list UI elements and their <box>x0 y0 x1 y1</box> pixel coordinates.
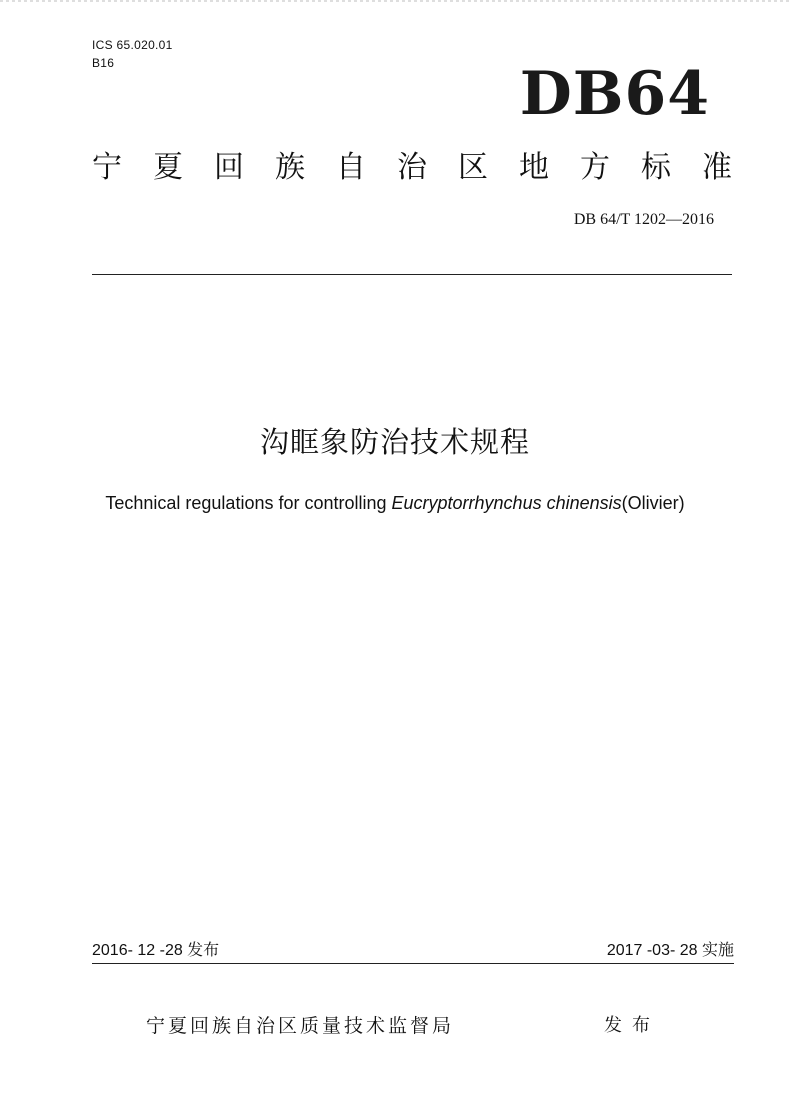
standard-title-char: 地 <box>519 150 549 185</box>
standard-title-char: 族 <box>275 150 305 185</box>
title-en-prefix: Technical regulations for controlling <box>105 493 392 513</box>
standard-title-char: 方 <box>580 150 610 185</box>
standard-title-char: 夏 <box>153 150 183 185</box>
standard-title-char: 回 <box>214 150 244 185</box>
standard-type-title <box>92 148 732 188</box>
ics-code: ICS 65.020.01 <box>92 38 173 52</box>
footer-divider <box>92 963 734 964</box>
scan-edge-artifact <box>0 0 790 2</box>
standard-title-char: 标 <box>641 150 671 185</box>
document-title-chinese: 沟眶象防治技术规程 <box>259 425 530 459</box>
standard-title-char: 区 <box>458 150 488 185</box>
category-code: B16 <box>92 56 115 70</box>
standard-title-char: 治 <box>397 150 427 185</box>
standard-code: DB 64/T 1202—2016 <box>573 211 714 228</box>
standard-title-char: 准 <box>702 150 732 185</box>
db64-logo: DB64 <box>519 59 710 129</box>
issue-date: 2016- 12 -28 发布 <box>92 942 220 959</box>
document-title-english <box>0 491 790 515</box>
issue-label: 发布 <box>604 1015 660 1036</box>
standard-title-char: 自 <box>336 150 366 185</box>
classification-codes <box>92 36 173 72</box>
species-name: Eucryptorrhynchus chinensis <box>391 493 622 513</box>
header-divider <box>92 274 732 275</box>
title-en-suffix: (Olivier) <box>621 493 685 513</box>
implementation-date: 2017 -03- 28 实施 <box>606 942 734 959</box>
standard-title-char: 宁 <box>92 150 122 185</box>
issuing-authority: 宁夏回族自治区质量技术监督局 <box>146 1015 455 1037</box>
